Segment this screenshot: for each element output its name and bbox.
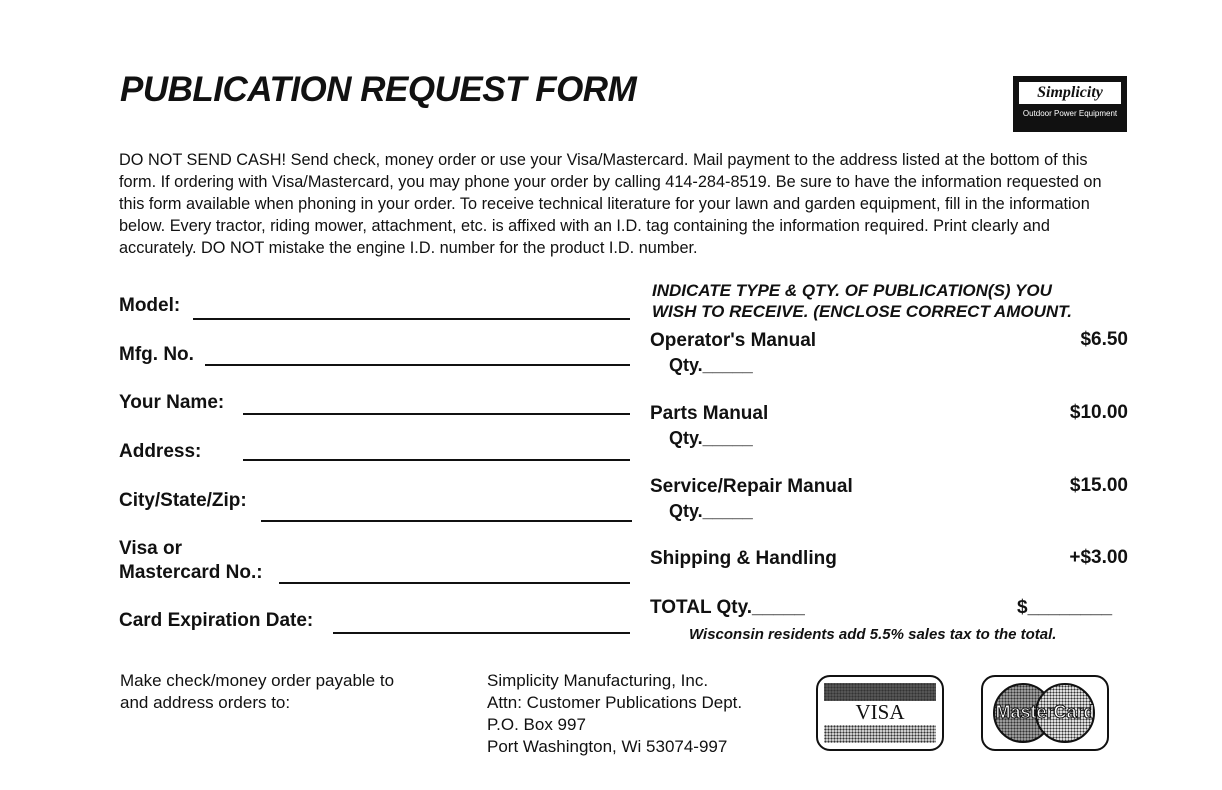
mfg-no-label: Mfg. No. [119,344,194,365]
model-field[interactable] [193,318,630,320]
operators-manual-price: $6.50 [1080,329,1128,350]
visa-bottom-band [824,725,936,743]
visa-card-logo [816,675,944,751]
payable-text-line2: and address orders to: [120,693,291,712]
total-amount[interactable]: $________ [1017,597,1113,618]
mastercard-wordmark: MasterCard [995,702,1095,722]
parts-manual-qty[interactable]: Qty._____ [669,428,753,448]
logo-subtitle: Outdoor Power Equipment [1022,109,1118,118]
total-qty[interactable]: TOTAL Qty._____ [650,597,805,618]
order-heading-line2: WISH TO RECEIVE. (ENCLOSE CORRECT AMOUNT. [652,302,1072,321]
address-line3: P.O. Box 997 [487,715,586,734]
page-title: PUBLICATION REQUEST FORM [120,70,637,109]
model-label: Model: [119,295,181,316]
order-heading-line1: INDICATE TYPE & QTY. OF PUBLICATION(S) YOU [652,281,1052,300]
your-name-label: Your Name: [119,392,225,413]
visa-label-line2: Mastercard No.: [119,562,263,583]
address-line2: Attn: Customer Publications Dept. [487,693,743,712]
visa-top-band [824,683,936,701]
shipping-label: Shipping & Handling [650,548,837,569]
city-state-zip-field[interactable] [261,520,632,522]
expiration-label: Card Expiration Date: [119,610,314,631]
expiration-field[interactable] [333,632,630,634]
mfg-no-field[interactable] [205,364,630,366]
your-name-field[interactable] [243,413,630,415]
parts-manual-label: Parts Manual [650,403,769,424]
operators-manual-qty[interactable]: Qty._____ [669,355,753,375]
visa-label-line1: Visa or [119,538,183,559]
tax-note: Wisconsin residents add 5.5% sales tax to the total. [689,626,1057,643]
service-manual-qty[interactable]: Qty._____ [669,501,753,521]
service-manual-price: $15.00 [1069,475,1128,496]
simplicity-logo [1013,76,1127,132]
payable-text-line1: Make check/money order payable to [120,671,395,690]
visa-wordmark: VISA [855,700,905,724]
address-line1: Simplicity Manufacturing, Inc. [487,671,709,690]
instructions-paragraph: DO NOT SEND CASH! Send check, money order or use your Visa/Mastercard. Mail payment to the address listed at the bottom of this form. If ordering with Visa/Mastercard, you may phone your order by calling 414-284-8519. Be sure to have the information requested on this form available when phoning in your order. To receive technical literature for your lawn and garden equipment, fill in the information below. Every tractor, riding mower, attachment, etc. is affixed with an I.D. tag containing the information required. Print clearly and accurately. DO NOT mistake the engine I.D. number for the product I.D. number. [119,151,1102,257]
card-number-field[interactable] [279,582,630,584]
shipping-price: +$3.00 [1069,547,1128,568]
operators-manual-label: Operator's Manual [650,330,817,351]
parts-manual-price: $10.00 [1069,402,1128,423]
mastercard-logo [981,675,1109,751]
logo-brand: Simplicity [1018,81,1122,105]
address-field[interactable] [243,459,630,461]
service-manual-label: Service/Repair Manual [650,476,853,497]
address-line4: Port Washington, Wi 53074-997 [487,737,728,756]
city-state-zip-label: City/State/Zip: [119,490,247,511]
address-label: Address: [119,441,202,462]
